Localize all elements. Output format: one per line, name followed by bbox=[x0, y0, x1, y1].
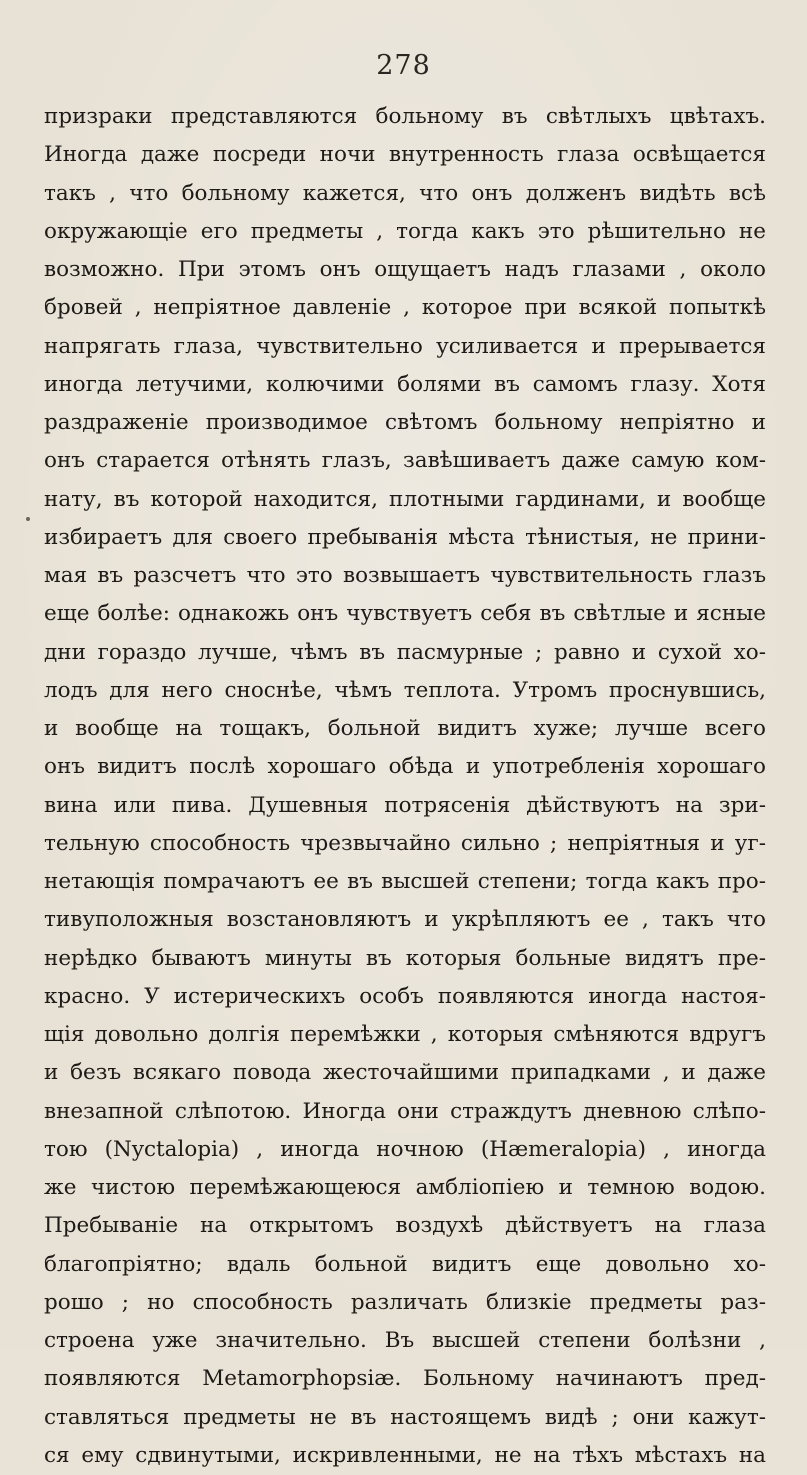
text-line: лодъ для него сноснѣе, чѣмъ теплота. Утромъ проснувшись, bbox=[44, 677, 766, 703]
text-line: внезапной слѣпотою. Иногда они страждутъ дневною слѣпо- bbox=[44, 1098, 766, 1124]
text-line: дни гораздо лучше, чѣмъ въ пасмурные ; равно и сухой хо- bbox=[44, 639, 766, 665]
text-line: возможно. При этомъ онъ ощущаетъ надъ глазами , около bbox=[44, 257, 766, 282]
text-line: нетающія помрачаютъ ее въ высшей степени; тогда какъ про- bbox=[44, 869, 766, 894]
text-line: же чистою перемѣжающеюся амбліопіею и темною водою. bbox=[44, 1175, 766, 1200]
text-line: мая въ разсчетъ что это возвышаетъ чувствительность глазъ bbox=[44, 563, 766, 588]
text-line: избираетъ для своего пребыванія мѣста тѣнистыя, не прини- bbox=[44, 524, 766, 550]
text-line: тивуположныя возстановляютъ и укрѣпляютъ ее , такъ что bbox=[44, 907, 766, 933]
text-line: ся ему сдвинутыми, искривленными, не на тѣхъ мѣстахъ на bbox=[44, 1442, 766, 1468]
text-line: появляются Metamorphopsiæ. Больному начинаютъ пред- bbox=[44, 1366, 766, 1392]
text-line: тельную способность чрезвычайно сильно ; непріятныя и уг- bbox=[44, 830, 766, 856]
page-number: 278 bbox=[376, 50, 431, 81]
text-line: вина или пива. Душевныя потрясенія дѣйствуютъ на зри- bbox=[44, 792, 766, 818]
text-line: рошо ; но способность различать близкіе предметы раз- bbox=[44, 1289, 766, 1315]
text-line: ставляться предметы не въ настоящемъ видѣ ; они кажут- bbox=[44, 1404, 766, 1430]
text-line: нерѣдко бываютъ минуты въ которыя больные видятъ пре- bbox=[44, 945, 766, 971]
text-line: и безъ всякаго повода жесточайшими припадками , и даже bbox=[44, 1060, 766, 1086]
text-line: щія довольно долгія перемѣжки , которыя смѣняются вдругъ bbox=[44, 1022, 766, 1047]
text-line: напрягать глаза, чувствительно усиливается и прерывается bbox=[44, 333, 766, 359]
text-line: еще болѣе: однакожь онъ чувствуетъ себя въ свѣтлые и ясные bbox=[44, 601, 766, 627]
text-line: нату, въ которой находится, плотными гардинами, и вообще bbox=[44, 486, 766, 512]
text-line: Иногда даже посреди ночи внутренность глаза освѣщается bbox=[44, 142, 766, 168]
text-line: такъ , что больному кажется, что онъ долженъ видѣть всѣ bbox=[44, 180, 766, 206]
body-text bbox=[44, 98, 766, 1475]
text-line: красно. У истерическихъ особъ появляются иногда настоя- bbox=[44, 983, 766, 1009]
text-line: благопріятно; вдаль больной видитъ еще довольно хо- bbox=[44, 1251, 766, 1277]
text-line: бровей , непріятное давленіе , которое при всякой попыткѣ bbox=[44, 295, 766, 321]
text-line: раздраженіе производимое свѣтомъ больному непріятно и bbox=[44, 410, 766, 435]
text-line: тою (Nyctalopia) , иногда ночною (Hæmeralopia) , иногда bbox=[44, 1136, 766, 1162]
text-line: онъ видитъ послѣ хорошаго обѣда и употребленія хорошаго bbox=[44, 754, 766, 780]
margin-dot bbox=[26, 517, 30, 521]
text-line: призраки представляются больному въ свѣтлыхъ цвѣтахъ. bbox=[44, 104, 766, 129]
text-line: окружающіе его предметы , тогда какъ это рѣшительно не bbox=[44, 218, 766, 244]
text-line: онъ старается отѣнять глазъ, завѣшиваетъ даже самую ком- bbox=[44, 448, 766, 474]
text-line: иногда летучими, колючими болями въ самомъ глазу. Хотя bbox=[44, 371, 766, 397]
text-line: строена уже значительно. Въ высшей степени болѣзни , bbox=[44, 1328, 766, 1353]
text-line: Пребываніе на открытомъ воздухѣ дѣйствуетъ на глаза bbox=[44, 1213, 766, 1239]
text-line: и вообще на тощакъ, больной видитъ хуже; лучше всего bbox=[44, 716, 766, 741]
